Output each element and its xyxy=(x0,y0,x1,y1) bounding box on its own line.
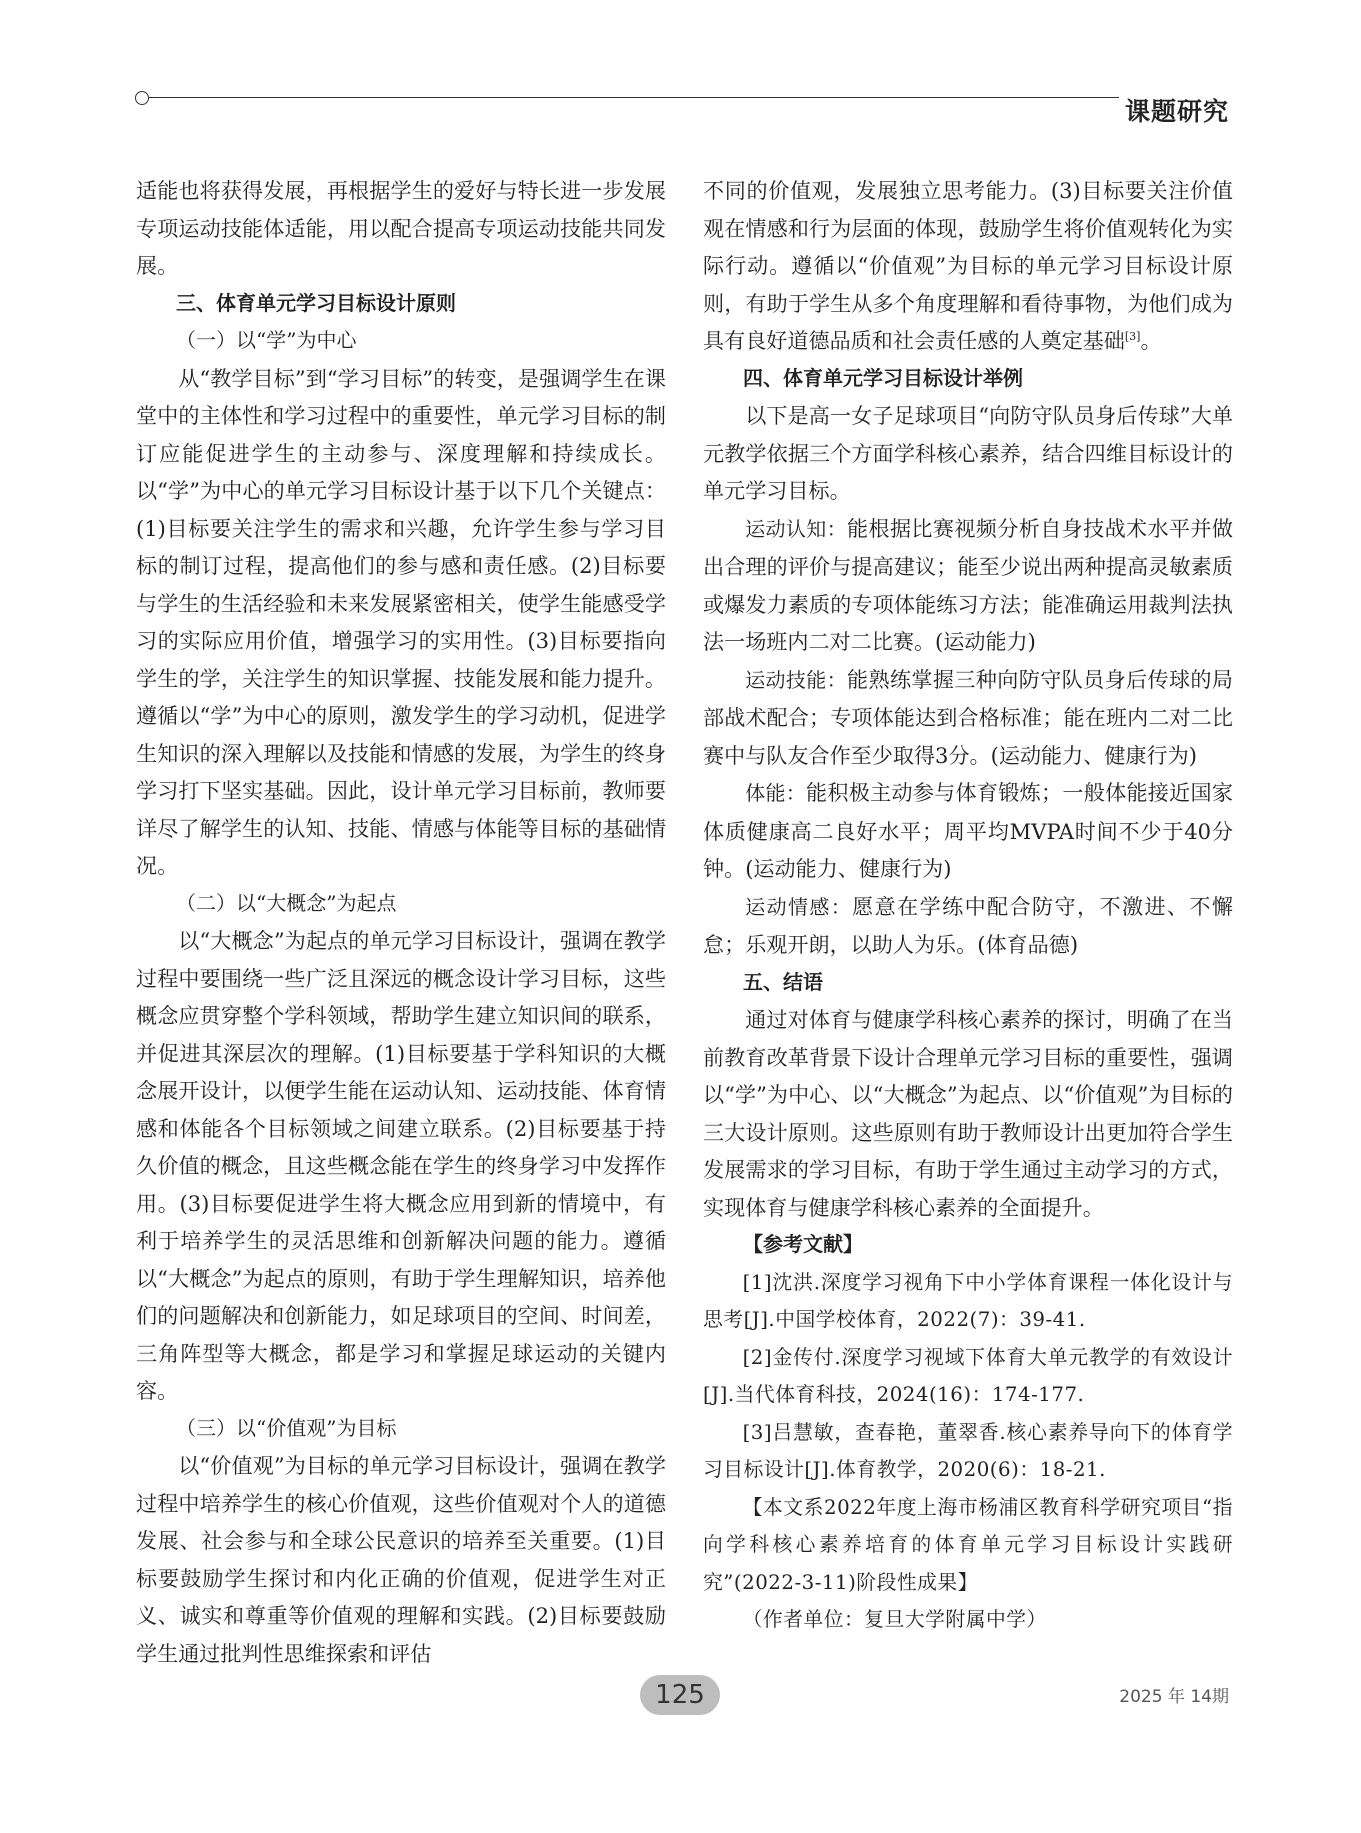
right-column xyxy=(703,172,1233,1639)
goal-label: 运动技能： xyxy=(745,667,848,692)
reference-item: [1]沈洪.深度学习视角下中小学体育课程一体化设计与思考[J].中国学校体育，2022(7)：39-41. xyxy=(703,1270,1233,1331)
author-affiliation: （作者单位：复旦大学附属中学） xyxy=(742,1608,1047,1631)
subsection-heading: （二）以“大概念”为起点 xyxy=(176,890,397,915)
paragraph: 以“价值观”为目标的单元学习目标设计，强调在教学过程中培养学生的核心价值观，这些价值观对个人的道德发展、社会参与和全球公民意识的培养至关重要。(1)目标要鼓励学生探讨和内化正确的价值观，促进学生对正义、诚实和尊重等价值观的理解和实践。(2)目标要鼓励学生通过批判性思维探索和评估 xyxy=(136,1453,666,1666)
paragraph: 以下是高一女子足球项目“向防守队员身后传球”大单元教学依据三个方面学科核心素养，结合四维目标设计的单元学习目标。 xyxy=(703,403,1233,503)
goal-label: 运动认知： xyxy=(745,516,848,541)
goal-text: 能熟练掌握三种向防守队员身后传球的局部战术配合；专项体能达到合格标准；能在班内二对二比赛中与队友合作至少取得3分。(运动能力、健康行为) xyxy=(703,666,1233,768)
paragraph: 以“大概念”为起点的单元学习目标设计，强调在教学过程中要围绕一些广泛且深远的概念设计学习目标，这些概念应贯穿整个学科领域，帮助学生建立知识间的联系，并促进其深层次的理解。(1)目标要基于学科知识的大概念展开设计，以便学生能在运动认知、运动技能、体育情感和体能各个目标领域之间建立联系。(2)目标要基于持久价值的概念，且这些概念能在学生的终身学习中发挥作用。(3)目标要促进学生将大概念应用到新的情境中，有利于培养学生的灵活思维和创新解决问题的能力。遵循以“大概念”为起点的原则，有助于学生理解知识，培养他们的问题解决和创新能力，如足球项目的空间、时间差，三角阵型等大概念，都是学习和掌握足球运动的关键内容。 xyxy=(136,928,666,1403)
funding-note: 【本文系2022年度上海市杨浦区教育科学研究项目“指向学科核心素养培育的体育单元学习目标设计实践研究”(2022-3-11)阶段性成果】 xyxy=(703,1495,1233,1594)
header-rule xyxy=(149,97,1119,98)
paragraph: 适能也将获得发展，再根据学生的爱好与特长进一步发展专项运动技能体适能，用以配合提高专项运动技能共同发展。 xyxy=(136,178,666,278)
goal-fitness xyxy=(703,774,1233,888)
goal-text: 能积极主动参与体育锻炼；一般体能接近国家体质健康高二良好水平；周平均MVPA时间不少于40分钟。(运动能力、健康行为) xyxy=(703,780,1233,881)
goal-text: 能根据比赛视频分析自身技战术水平并做出合理的评价与提高建议；能至少说出两种提高灵敏素质或爆发力素质的专项体能练习方法；能准确运用裁判法执法一场班内二对二比赛。(运动能力) xyxy=(703,515,1233,654)
paragraph: 通过对体育与健康学科核心素养的探讨，明确了在当前教育改革背景下设计合理单元学习目标的重要性，强调以“学”为中心、以“大概念”为起点、以“价值观”为目标的三大设计原则。这些原则有助于教师设计出更加符合学生发展需求的学习目标，有助于学生通过主动学习的方式，实现体育与健康学科核心素养的全面提升。 xyxy=(703,1007,1233,1220)
goal-emotion xyxy=(703,888,1233,964)
reference-item: [3]吕慧敏，查春艳，董翠香.核心素养导向下的体育学习目标设计[J].体育教学，2020(6)：18-21. xyxy=(703,1420,1233,1481)
citation-marker: [3] xyxy=(1124,329,1141,343)
references-heading: 【参考文献】 xyxy=(743,1232,863,1256)
subsection-heading: （一）以“学”为中心 xyxy=(176,328,357,352)
paragraph: 从“教学目标”到“学习目标”的转变，是强调学生在课堂中的主体性和学习过程中的重要性，单元学习目标的制订应能促进学生的主动参与、深度理解和持续成长。以“学”为中心的单元学习目标设计基于以下几个关键点：(1)目标要关注学生的需求和兴趣，允许学生参与学习目标的制订过程，提高他们的参与感和责任感。(2)目标要与学生的生活经验和未来发展紧密相关，使学生能感受学习的实际应用价值，增强学习的实用性。(3)目标要指向学生的学，关注学生的知识掌握、技能发展和能力提升。遵循以“学”为中心的原则，激发学生的学习动机，促进学生知识的深入理解以及技能和情感的发展，为学生的终身学习打下坚实基础。因此，设计单元学习目标前，教师要详尽了解学生的认知、技能、情感与体能等目标的基础情况。 xyxy=(136,365,666,878)
section-title: 课题研究 xyxy=(1124,97,1229,126)
goal-cognition xyxy=(703,510,1233,661)
page-number: 125 xyxy=(640,1675,720,1715)
section-heading: 三、体育单元学习目标设计原则 xyxy=(176,290,456,315)
goal-label: 体能： xyxy=(745,781,806,805)
paragraph xyxy=(703,172,1233,360)
section-heading: 五、结语 xyxy=(743,969,823,994)
header-circle xyxy=(135,91,149,105)
paragraph-end: 。 xyxy=(1140,328,1162,353)
left-column xyxy=(136,172,666,1672)
goal-skill xyxy=(703,661,1233,775)
section-heading: 四、体育单元学习目标设计举例 xyxy=(743,365,1023,390)
issue-label: 2025 年 14期 xyxy=(1119,1687,1229,1707)
subsection-heading: （三）以“价值观”为目标 xyxy=(176,1415,397,1440)
paragraph-text: 不同的价值观，发展独立思考能力。(3)目标要关注价值观在情感和行为层面的体现，鼓励学生将价值观转化为实际行动。遵循以“价值观”为目标的单元学习目标设计原则，有助于学生从多个角度理解和看待事物，为他们成为具有良好道德品质和社会责任感的人奠定基础 xyxy=(703,178,1233,353)
goal-text: 愿意在学练中配合防守，不激进、不懈怠；乐观开朗，以助人为乐。(体育品德) xyxy=(703,893,1233,957)
goal-label: 运动情感： xyxy=(745,894,853,919)
reference-item: [2]金传付.深度学习视域下体育大单元教学的有效设计[J].当代体育科技，2024(16)：174-177. xyxy=(703,1345,1233,1406)
